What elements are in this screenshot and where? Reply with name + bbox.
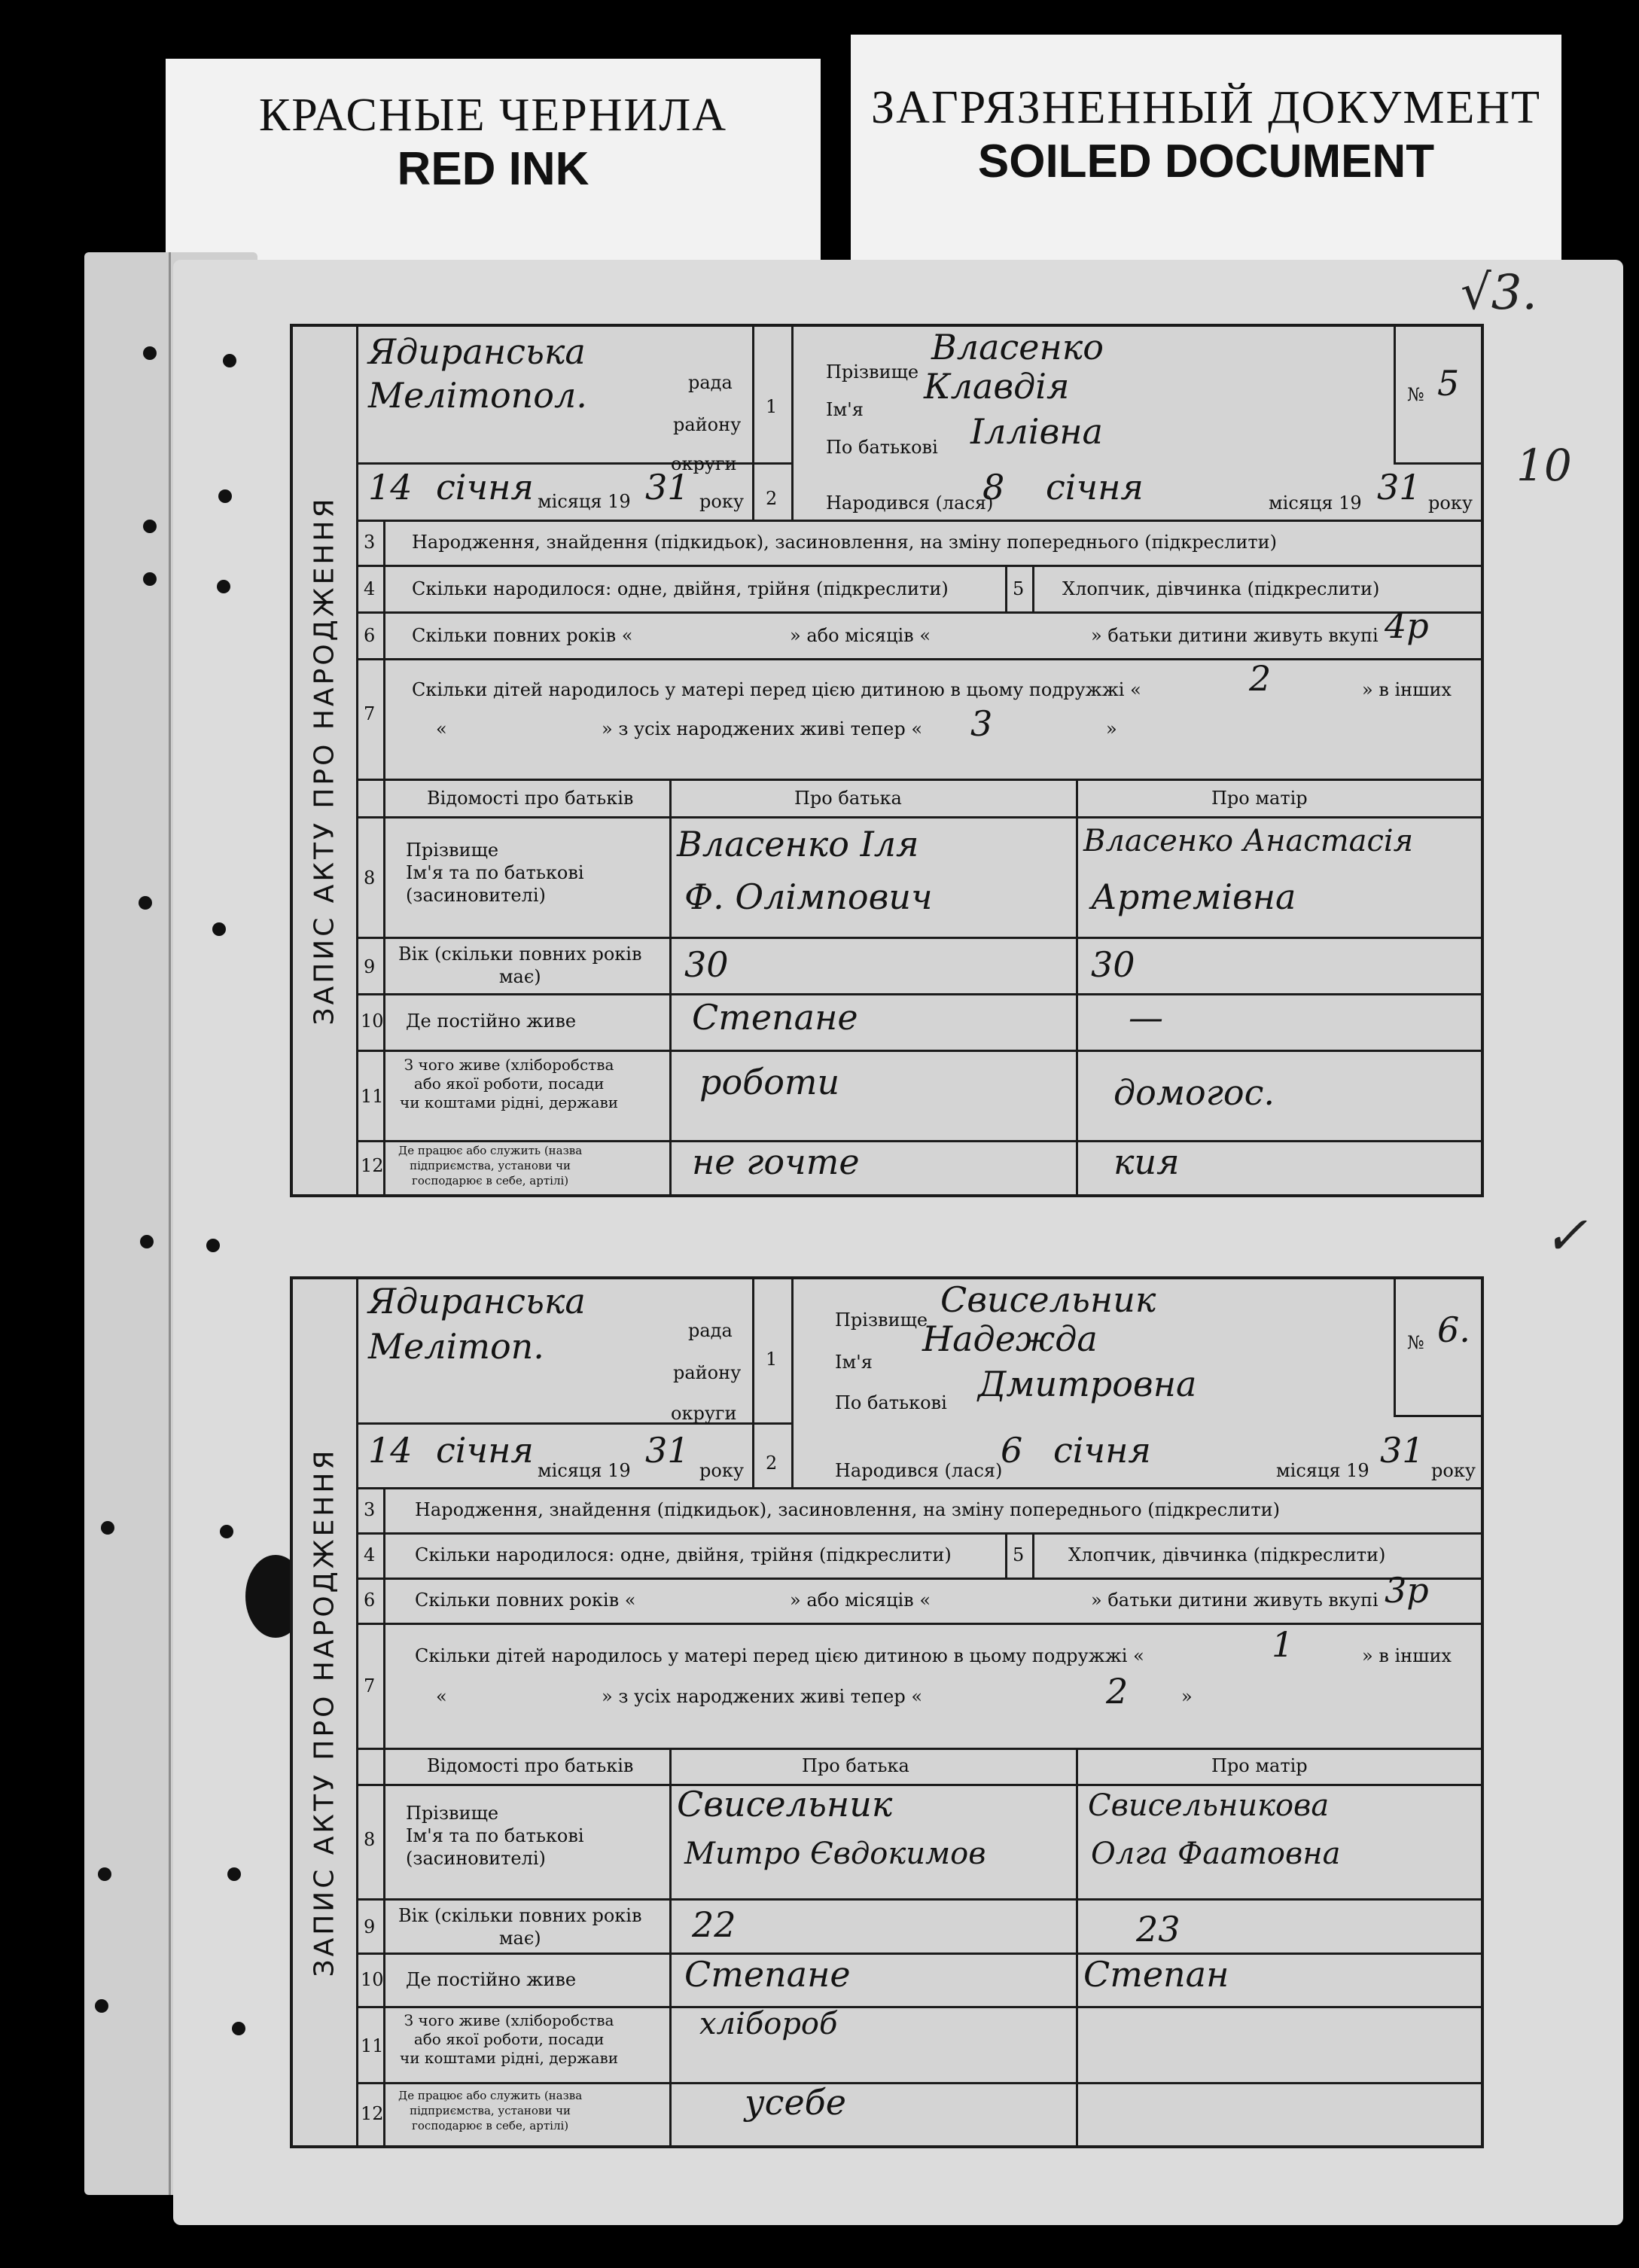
father-header: Про батька (794, 788, 902, 809)
reg-day: 14 (368, 1430, 413, 1471)
rada-value: Ядиранська (368, 331, 586, 372)
father-livelihood: роботи (699, 1062, 840, 1102)
record-number-label: № (1407, 1332, 1424, 1353)
row-6-label-a: Скільки повних років « (412, 625, 633, 646)
children-alive: 2 (1106, 1671, 1129, 1712)
reg-month: січня (436, 467, 534, 508)
field-number-1: 1 (766, 1349, 778, 1370)
years-together: 4р (1385, 605, 1429, 646)
binding-hole (206, 1239, 220, 1252)
child-surname: Власенко (931, 327, 1104, 367)
mother-age: 23 (1136, 1909, 1181, 1949)
father-residence: Степане (692, 997, 858, 1038)
parents-info-header: Відомості про батьків (427, 788, 634, 809)
father-name-line-2: Митро Євдокимов (684, 1837, 986, 1871)
row-7-label-a: Скільки дітей народилось у матері перед цією дитиною в цьому подружжі « (415, 1645, 1144, 1666)
father-work: не гочте (692, 1142, 860, 1182)
row-number-9: 9 (364, 956, 376, 977)
row-3-label: Народження, знайдення (підкидьок), засиновлення, на зміну попереднього (підкреслити) (412, 532, 1277, 553)
child-name: Надежда (922, 1318, 1098, 1359)
row-number-3: 3 (364, 532, 376, 553)
reg-month-label: місяця 19 (538, 1460, 631, 1481)
child-patronymic: Дмитровна (978, 1364, 1197, 1404)
row-7-label-e: » (1106, 718, 1117, 739)
reg-year: 31 (645, 467, 690, 508)
mother-name-line-1: Свисельникова (1088, 1788, 1330, 1823)
record-number: 6. (1437, 1309, 1470, 1350)
binding-hole (232, 2022, 245, 2035)
binding-hole (220, 1525, 233, 1538)
soiled-document-label (851, 35, 1561, 283)
row-number-7: 7 (364, 703, 376, 724)
binding-hole (227, 1867, 241, 1881)
row-7-label-d: » з усіх народжених живі тепер « (602, 1686, 923, 1707)
row-number-6: 6 (364, 625, 376, 646)
binding-hole (143, 572, 157, 586)
birth-month-label: місяця 19 (1269, 492, 1362, 514)
birth-year: 31 (1377, 467, 1421, 508)
okruha-label: округи (671, 1403, 737, 1424)
binding-hole (101, 1521, 114, 1535)
name-label: Ім'я (835, 1352, 873, 1373)
birth-record-form-2 (290, 1276, 1484, 2148)
children-alive: 3 (970, 703, 993, 744)
mother-name-line-2: Олга Фаатовна (1091, 1837, 1341, 1871)
birth-year-label: року (1431, 1460, 1476, 1481)
rada-label: рада (688, 1320, 733, 1341)
okruha-label: округи (671, 453, 737, 474)
row-7-label-b: » в інших (1362, 679, 1452, 700)
reg-year: 31 (645, 1430, 690, 1471)
red-ink-label-en: RED INK (397, 143, 589, 195)
row-7-label-e: » (1181, 1686, 1193, 1707)
child-surname: Свисельник (940, 1279, 1156, 1320)
row-number-10: 10 (361, 1011, 384, 1032)
birth-year: 31 (1380, 1430, 1424, 1471)
binding-hole (212, 922, 226, 936)
reg-day: 14 (368, 467, 413, 508)
reg-year-label: року (699, 491, 744, 512)
row-7-label-a: Скільки дітей народилось у матері перед цією дитиною в цьому подружжі « (412, 679, 1141, 700)
birth-day: 8 (982, 467, 1005, 508)
reg-month: січня (436, 1430, 534, 1471)
birth-month: січня (1053, 1430, 1151, 1471)
mother-age: 30 (1091, 944, 1135, 985)
child-patronymic: Іллівна (970, 411, 1103, 452)
row-number-10: 10 (361, 1969, 384, 1990)
birth-day: 6 (1001, 1430, 1023, 1471)
soiled-document-label-ru: ЗАГРЯЗНЕННЫЙ ДОКУМЕНТ (871, 82, 1541, 133)
mother-name-line-1: Власенко Анастасія (1083, 824, 1414, 858)
row-number-9: 9 (364, 1916, 376, 1937)
rada-value: Ядиранська (368, 1281, 586, 1321)
row-7-label-d: » з усіх народжених живі тепер « (602, 718, 923, 739)
row-10-label: Де постійно живе (406, 1011, 577, 1032)
father-header: Про батька (802, 1755, 909, 1776)
row-8-label: Прізвище Ім'я та по батькові (засиновителі) (406, 1803, 584, 1869)
margin-mark: 10 (1516, 440, 1572, 491)
mother-header: Про матір (1211, 1755, 1308, 1776)
row-6-label-b: » або місяців « (790, 625, 931, 646)
binding-hole (143, 346, 157, 360)
row-10-label: Де постійно живе (406, 1969, 577, 1990)
binding-hole (143, 520, 157, 533)
row-4-label: Скільки народилося: одне, двійня, трійня (підкреслити) (412, 578, 949, 599)
birth-month: січня (1046, 467, 1144, 508)
mother-name-line-2: Артемівна (1091, 876, 1296, 917)
father-work: усебе (745, 2082, 846, 2123)
children-this-marriage: 2 (1249, 658, 1272, 699)
born-label: Народився (лася) (835, 1460, 1003, 1481)
red-ink-label (166, 59, 821, 277)
row-number-8: 8 (364, 867, 376, 889)
father-age: 22 (692, 1904, 736, 1945)
parents-info-header: Відомості про батьків (427, 1755, 634, 1776)
binding-hole (139, 896, 152, 910)
form-title: ЗАПИС АКТУ ПРО НАРОДЖЕННЯ (309, 1447, 340, 1977)
binding-hole (140, 1235, 154, 1248)
row-number-7: 7 (364, 1675, 376, 1696)
mother-residence: Степан (1083, 1954, 1229, 1995)
soiled-document-label-en: SOILED DOCUMENT (977, 136, 1435, 187)
row-8-label: Прізвище Ім'я та по батькові (засиновителі) (406, 840, 584, 906)
born-label: Народився (лася) (826, 492, 994, 514)
children-this-marriage: 1 (1272, 1624, 1294, 1665)
binding-hole (218, 489, 232, 503)
row-7-label-c: « (436, 1686, 447, 1707)
father-name-line-1: Свисельник (677, 1784, 893, 1824)
binding-hole (223, 354, 236, 367)
field-number-2: 2 (766, 488, 778, 509)
name-label: Ім'я (826, 399, 864, 420)
row-number-4: 4 (364, 1544, 376, 1565)
row-12-label: Де працює або служить (назва підприємства, установи чи господарює в себе, артілі) (398, 2089, 583, 2132)
mother-residence: — (1129, 997, 1163, 1038)
row-6-label-c: » батьки дитини живуть вкупі (1091, 625, 1379, 646)
row-9-label: Вік (скільки повних років має) (398, 943, 642, 987)
corner-mark: √3. (1461, 265, 1537, 321)
row-number-5: 5 (1013, 1544, 1025, 1565)
row-11-label: З чого живе (хліборобства або якої роботи, посади чи коштами рідні, держави (400, 2011, 619, 2067)
row-number-11: 11 (361, 2035, 384, 2056)
row-6-label-a: Скільки повних років « (415, 1590, 636, 1611)
row-7-label-c: « (436, 718, 447, 739)
row-5-label: Хлопчик, дівчинка (підкреслити) (1068, 1544, 1386, 1565)
record-number: 5 (1437, 363, 1460, 404)
form-title-vertical (293, 1279, 358, 2145)
raion-value: Мелітопол. (368, 375, 587, 416)
father-name-line-2: Ф. Олімпович (684, 876, 933, 917)
row-number-8: 8 (364, 1829, 376, 1850)
binding-fold (169, 252, 171, 2195)
binding-hole (98, 1867, 111, 1881)
row-5-label: Хлопчик, дівчинка (підкреслити) (1062, 578, 1380, 599)
reg-month-label: місяця 19 (538, 491, 631, 512)
raion-label: району (673, 1362, 742, 1383)
row-number-3: 3 (364, 1499, 376, 1520)
birth-year-label: року (1428, 492, 1473, 514)
row-3-label: Народження, знайдення (підкидьок), засиновлення, на зміну попереднього (підкреслити) (415, 1499, 1280, 1520)
row-6-label-c: » батьки дитини живуть вкупі (1091, 1590, 1379, 1611)
reg-year-label: року (699, 1460, 744, 1481)
mother-header: Про матір (1211, 788, 1308, 809)
years-together: 3р (1385, 1570, 1429, 1611)
surname-label: Прізвище (835, 1309, 928, 1331)
father-name-line-1: Власенко Іля (677, 824, 919, 864)
patronymic-label: По батькові (826, 437, 938, 458)
record-number-label: № (1407, 384, 1424, 405)
form-title-vertical (293, 327, 358, 1194)
father-livelihood: хлібороб (699, 2007, 838, 2041)
row-number-5: 5 (1013, 578, 1025, 599)
father-age: 30 (684, 944, 729, 985)
row-number-12: 12 (361, 1155, 384, 1176)
birth-month-label: місяця 19 (1276, 1460, 1369, 1481)
mother-livelihood: домогос. (1113, 1072, 1275, 1113)
form-title: ЗАПИС АКТУ ПРО НАРОДЖЕННЯ (309, 495, 340, 1026)
check-mark: ✓ (1543, 1205, 1588, 1267)
row-number-6: 6 (364, 1590, 376, 1611)
child-name: Клавдія (924, 366, 1070, 407)
row-number-11: 11 (361, 1086, 384, 1107)
row-number-4: 4 (364, 578, 376, 599)
row-9-label: Вік (скільки повних років має) (398, 1905, 642, 1949)
field-number-1: 1 (766, 396, 778, 417)
row-11-label: З чого живе (хліборобства або якої роботи, посади чи коштами рідні, держави (400, 1056, 619, 1111)
birth-record-form-1 (290, 324, 1572, 1197)
row-number-12: 12 (361, 2103, 384, 2124)
rada-label: рада (688, 372, 733, 393)
mother-work: кия (1113, 1142, 1180, 1182)
row-7-label-b: » в інших (1362, 1645, 1452, 1666)
father-residence: Степане (684, 1954, 851, 1995)
red-ink-label-ru: КРАСНЫЕ ЧЕРНИЛА (258, 90, 728, 141)
field-number-2: 2 (766, 1453, 778, 1474)
row-4-label: Скільки народилося: одне, двійня, трійня (підкреслити) (415, 1544, 952, 1565)
row-6-label-b: » або місяців « (790, 1590, 931, 1611)
raion-value: Мелітоп. (368, 1326, 544, 1367)
binding-hole (95, 1999, 108, 2013)
raion-label: району (673, 414, 742, 435)
row-12-label: Де працює або служить (назва підприємства, установи чи господарює в себе, артілі) (398, 1144, 583, 1187)
binding-hole (217, 580, 230, 593)
patronymic-label: По батькові (835, 1392, 947, 1413)
surname-label: Прізвище (826, 361, 919, 383)
